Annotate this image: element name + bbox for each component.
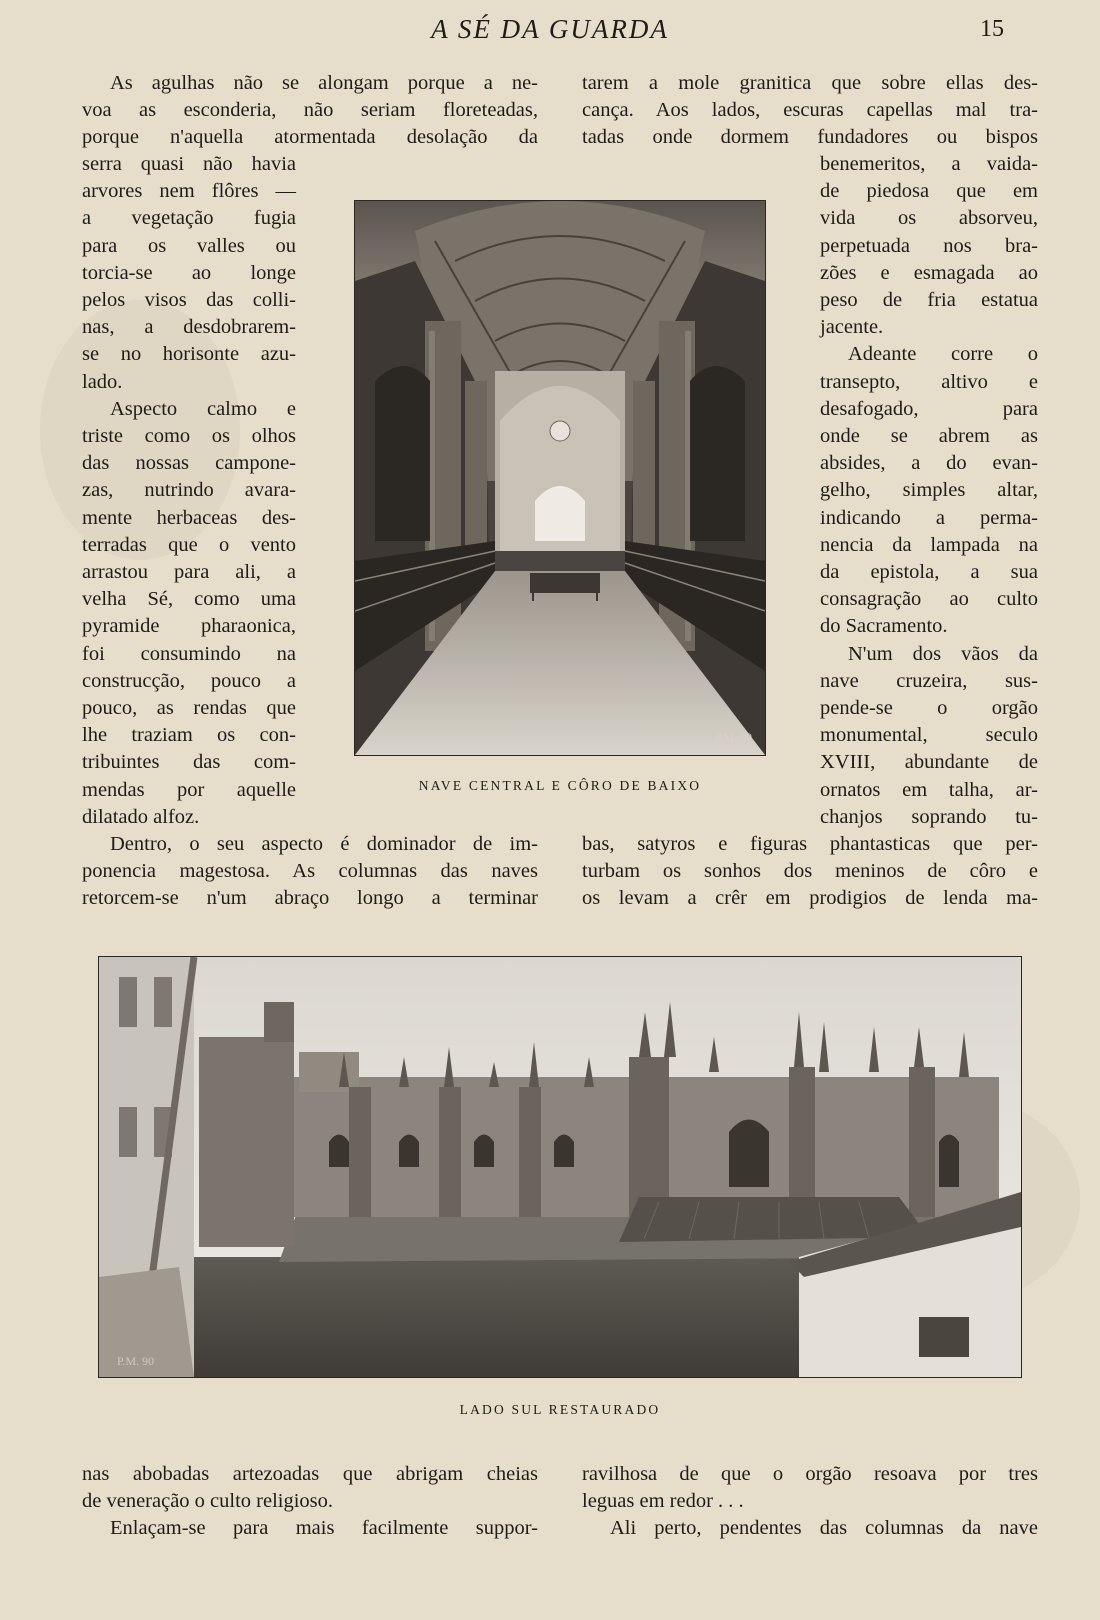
nave-illustration [355, 201, 765, 755]
text-line: terradas que o vento [82, 533, 296, 556]
text-line: benemeritos, a vaida- [820, 153, 1038, 175]
text-line: para os valles ou [82, 234, 296, 257]
text-line: N'um dos vãos da [848, 642, 1038, 665]
photo-monogram: P.M. 90 [715, 730, 753, 744]
text-line: nas abobadas artezoadas que abrigam cheias [82, 1463, 538, 1485]
text-line: cança. Aos lados, escuras capellas mal tra- [582, 99, 1038, 122]
text-line: Dentro, o seu aspecto é dominador de im- [110, 833, 538, 855]
page-number: 15 [980, 16, 1004, 42]
text-line: consagração ao culto [820, 588, 1038, 611]
text-line: nave cruzeira, sus- [820, 669, 1038, 692]
nave-photograph [354, 200, 766, 756]
left-column-narrow [82, 151, 296, 831]
text-line: transepto, altivo e [820, 370, 1038, 393]
text-line: turbam os sonhos dos meninos de côro e [582, 860, 1038, 883]
exterior-illustration [99, 957, 1021, 1377]
text-line: ponencia magestosa. As columnas das naves [82, 860, 538, 883]
text-line: do Sacramento. [820, 615, 948, 638]
text-line: lado. [82, 370, 123, 393]
text-line: dilatado alfoz. [82, 805, 200, 828]
text-line: Aspecto calmo e [110, 397, 296, 420]
text-line: Ali perto, pendentes das columnas da nave [610, 1517, 1038, 1540]
text-line: gelho, simples altar, [820, 479, 1038, 502]
text-line: mendas por aquelle [82, 778, 296, 801]
right-column-bottom [582, 831, 1038, 913]
text-line: onde se abrem as [820, 425, 1038, 448]
text-line: monumental, seculo [820, 724, 1038, 747]
photo-monogram: P.M. 90 [117, 1354, 155, 1368]
text-line: tribuintes das com- [82, 751, 296, 774]
footer-left-column [82, 1461, 538, 1543]
text-line: os levam a crêr em prodigios de lenda ma- [582, 887, 1038, 910]
text-line: As agulhas não se alongam porque a ne- [110, 72, 538, 94]
text-line: ravilhosa de que o orgão resoava por tres [582, 1463, 1038, 1485]
text-line: arvores nem flôres — [82, 180, 296, 203]
text-line: desafogado, para [820, 397, 1038, 420]
text-line: voa as esconderia, não seriam floreteadas, [82, 99, 538, 122]
text-line: porque n'aquella atormentada desolação da [82, 126, 538, 149]
footer-right-column [582, 1461, 1038, 1543]
text-line: retorcem-se n'um abraço longo a terminar [82, 887, 538, 910]
text-line: tarem a mole granitica que sobre ellas des- [582, 72, 1038, 94]
text-line: de piedosa que em [820, 180, 1038, 203]
text-line: peso de fria estatua [820, 289, 1038, 312]
text-line: Adeante corre o [848, 343, 1038, 366]
text-line: torcia-se ao longe [82, 261, 296, 284]
text-line: bas, satyros e figuras phantasticas que per- [582, 833, 1038, 855]
text-line: serra quasi não havia [82, 153, 296, 175]
text-line: Enlaçam-se para mais facilmente suppor- [110, 1517, 538, 1540]
text-line: chanjos soprando tu- [820, 805, 1038, 828]
text-line: pyramide pharaonica, [82, 615, 296, 638]
exterior-photograph [98, 956, 1022, 1378]
text-line: jacente. [820, 316, 884, 339]
text-line: tadas onde dormem fundadores ou bispos [582, 126, 1038, 149]
text-line: foi consumindo na [82, 642, 296, 665]
nave-caption: NAVE CENTRAL E CÔRO DE BAIXO [418, 778, 702, 793]
text-line: perpetuada nos bra- [820, 234, 1038, 257]
running-title: A SÉ DA GUARDA [431, 14, 669, 44]
text-line: lhe traziam os con- [82, 724, 296, 747]
text-line: a vegetação fugia [82, 207, 296, 230]
text-line: de veneração o culto religioso. [82, 1490, 334, 1513]
text-line: absides, a do evan- [820, 452, 1038, 475]
left-column-top [82, 70, 538, 152]
text-line: zões e esmagada ao [820, 261, 1038, 284]
text-line: se no horisonte azu- [82, 343, 296, 366]
text-line: arrastou para ali, a [82, 561, 296, 584]
text-line: mente herbaceas des- [82, 506, 296, 529]
text-line: triste como os olhos [82, 425, 296, 448]
right-column-top [582, 70, 1038, 152]
text-line: leguas em redor . . . [582, 1490, 744, 1513]
left-column-bottom [82, 831, 538, 913]
text-line: da epistola, a sua [820, 561, 1038, 584]
text-line: vida os absorveu, [820, 207, 1038, 230]
text-line: pelos visos das colli- [82, 289, 296, 312]
right-column-narrow [820, 151, 1038, 831]
text-line: XVIII, abundante de [820, 751, 1038, 774]
text-line: construcção, pouco a [82, 669, 296, 692]
exterior-caption: LADO SUL RESTAURADO [459, 1402, 661, 1417]
text-line: indicando a perma- [820, 506, 1038, 529]
text-line: nencia da lampada na [820, 533, 1038, 556]
text-line: zas, nutrindo avara- [82, 479, 296, 502]
text-line: pende-se o orgão [820, 697, 1038, 720]
text-line: ornatos em talha, ar- [820, 778, 1038, 801]
text-line: velha Sé, como uma [82, 588, 296, 611]
text-line: nas, a desdobrarem- [82, 316, 296, 339]
text-line: pouco, as rendas que [82, 697, 296, 720]
text-line: das nossas campone- [82, 452, 296, 475]
